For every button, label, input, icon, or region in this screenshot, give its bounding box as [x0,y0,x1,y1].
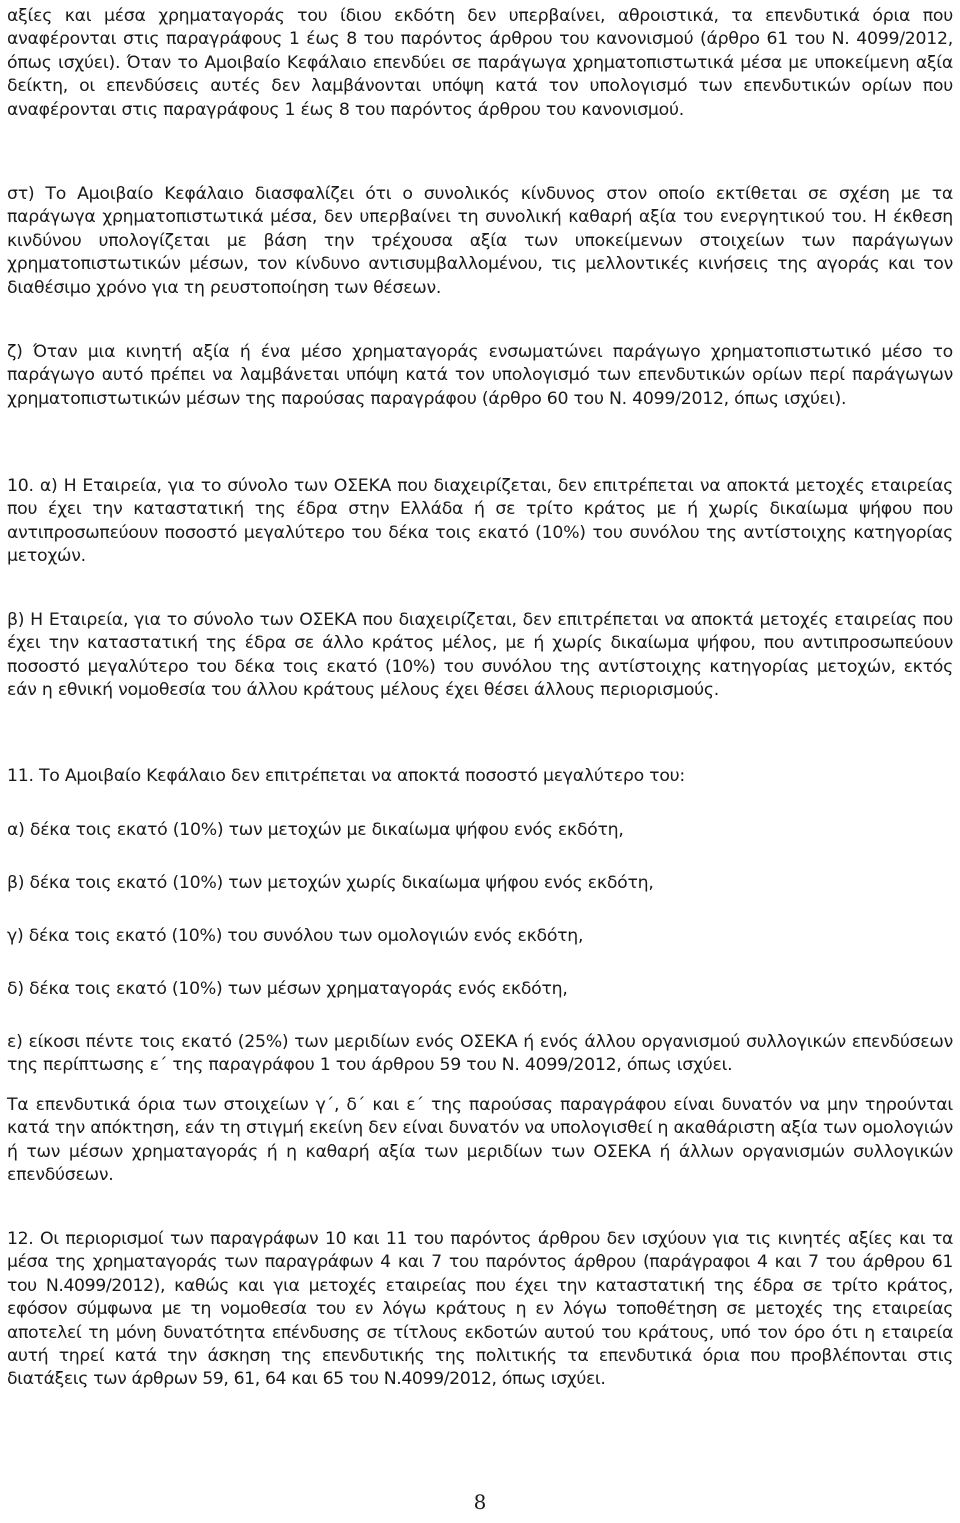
page-number: 8 [473,1490,487,1514]
paragraph-10b-member-state-shares: β) Η Εταιρεία, για το σύνολο των ΟΣΕΚΑ που διαχειρίζεται, δεν επιτρέπεται να αποκτά μετοχές εταιρείας που έχει την καταστατική της έδρα σε άλλο κράτος μέλος, με ή χωρίς δικαίωμα ψήφου, που αντιπροσωπεύουν ποσοστό μεγαλύτερο του δέκα τοις εκατό (10%) του συνόλου της αντίστοιχης κατηγορίας μετοχών, εκτός εάν η εθνική νομοθεσία του άλλου κράτους μέλους έχει θέσει άλλους περιορισμούς. [7,610,953,701]
paragraph-10a-third-country-shares: 10. α) Η Εταιρεία, για το σύνολο των ΟΣΕΚΑ που διαχειρίζεται, δεν επιτρέπεται να αποκτά μετοχές εταιρείας που έχει την καταστατική της έδρα στην Ελλάδα ή σε τρίτο κράτος με ή χωρίς δικαίωμα ψήφου που αντιπροσωπεύουν ποσοστό μεγαλύτερο του δέκα τοις εκατό (10%) του συνόλου της αντίστοιχης κατηγορίας μετοχών. [7,476,953,567]
paragraph-11-intro: 11. Το Αμοιβαίο Κεφάλαιο δεν επιτρέπεται να αποκτά ποσοστό μεγαλύτερο του: [7,766,685,786]
paragraph-limits-exemption: Τα επενδυτικά όρια των στοιχείων γ΄, δ΄ και ε΄ της παρούσας παραγράφου είναι δυνατόν να μην τηρούνται κατά την απόκτηση, εάν τη στιγμή εκείνη δεν είναι δυνατόν να υπολογισθεί η ακαθάριστη αξία των ομολογιών ή των μέσων χρηματαγοράς ή η καθαρή αξία των μεριδίων των ΟΣΕΚΑ ή άλλων οργανισμών συλλογικών επενδύσεων. [7,1095,953,1186]
list-item-11a: α) δέκα τοις εκατό (10%) των μετοχών με δικαίωμα ψήφου ενός εκδότη, [7,820,624,840]
list-item-11b: β) δέκα τοις εκατό (10%) των μετοχών χωρίς δικαίωμα ψήφου ενός εκδότη, [7,873,654,893]
paragraph-st-total-risk: στ) Το Αμοιβαίο Κεφάλαιο διασφαλίζει ότι ο συνολικός κίνδυνος στον οποίο εκτίθεται σε σχέση με τα παράγωγα χρηματοπιστωτικά μέσα, δεν υπερβαίνει τη συνολική καθαρή αξία του ενεργητικού του. Η έκθεση κινδύνου υπολογίζεται με βάση την τρέχουσα αξία των υποκείμενων στοιχείων των παράγωγων χρηματοπιστωτικών μέσων, τον κίνδυνο αντισυμβαλλομένου, τις μελλοντικές κινήσεις της αγοράς και τον διαθέσιμο χρόνο για τη ρευστοποίηση των θέσεων. [7,184,953,298]
paragraph-z-embedded-derivative: ζ) Όταν μια κινητή αξία ή ένα μέσο χρηματαγοράς ενσωματώνει παράγωγο χρηματοπιστωτικό μέσο το παράγωγο αυτό πρέπει να λαμβάνεται υπόψη κατά τον υπολογισμό των επενδυτικών ορίων περί παράγωγων χρηματοπιστωτικών μέσων της παρούσας παραγράφου (άρθρο 60 του Ν. 4099/2012, όπως ισχύει). [7,342,953,409]
list-item-11d: δ) δέκα τοις εκατό (10%) των μέσων χρηματαγοράς ενός εκδότη, [7,979,568,999]
paragraph-12-exceptions: 12. Οι περιορισμοί των παραγράφων 10 και 11 του παρόντος άρθρου δεν ισχύουν για τις κινητές αξίες και τα μέσα της χρηματαγοράς των παραγράφων 4 και 7 του παρόντος άρθρου (παράγραφοι 4 και 7 του άρθρου 61 του Ν.4099/2012), καθώς και για μετοχές εταιρείας που έχει την καταστατική της έδρα σε τρίτο κράτος, εφόσον σύμφωνα με τη νομοθεσία του εν λόγω κράτους η εν λόγω τοποθέτηση σε μετοχές της εταιρείας αποτελεί τη μόνη δυνατότητα επένδυσης σε τίτλους εκδοτών αυτού του κράτους, υπό τον όρο ότι η εταιρεία αυτή τηρεί κατά την άσκηση της επενδυτικής της πολιτικής τα επενδυτικά όρια που προβλέπονται στις διατάξεις των άρθρων 59, 61, 64 και 65 του Ν.4099/2012, όπως ισχύει. [7,1229,953,1390]
list-item-11e: ε) είκοσι πέντε τοις εκατό (25%) των μεριδίων ενός ΟΣΕΚΑ ή ενός άλλου οργανισμού συλλογικών επενδύσεων της περίπτωσης ε΄ της παραγράφου 1 του άρθρου 59 του Ν. 4099/2012, όπως ισχύει. [7,1032,953,1076]
paragraph-investment-limits-continued: αξίες και μέσα χρηματαγοράς του ίδιου εκδότη δεν υπερβαίνει, αθροιστικά, τα επενδυτικά όρια που αναφέρονται στις παραγράφους 1 έως 8 του παρόντος άρθρου του κανονισμού (άρθρο 61 του Ν. 4099/2012, όπως ισχύει). Όταν το Αμοιβαίο Κεφάλαιο επενδύει σε παράγωγα χρηματοπιστωτικά μέσα με υποκείμενη αξία δείκτη, οι επενδύσεις αυτές δεν λαμβάνονται υπόψη κατά τον υπολογισμό των επενδυτικών ορίων που αναφέρονται στις παραγράφους 1 έως 8 του παρόντος άρθρου του κανονισμού. [7,6,953,120]
list-item-11c: γ) δέκα τοις εκατό (10%) του συνόλου των ομολογιών ενός εκδότη, [7,926,584,946]
